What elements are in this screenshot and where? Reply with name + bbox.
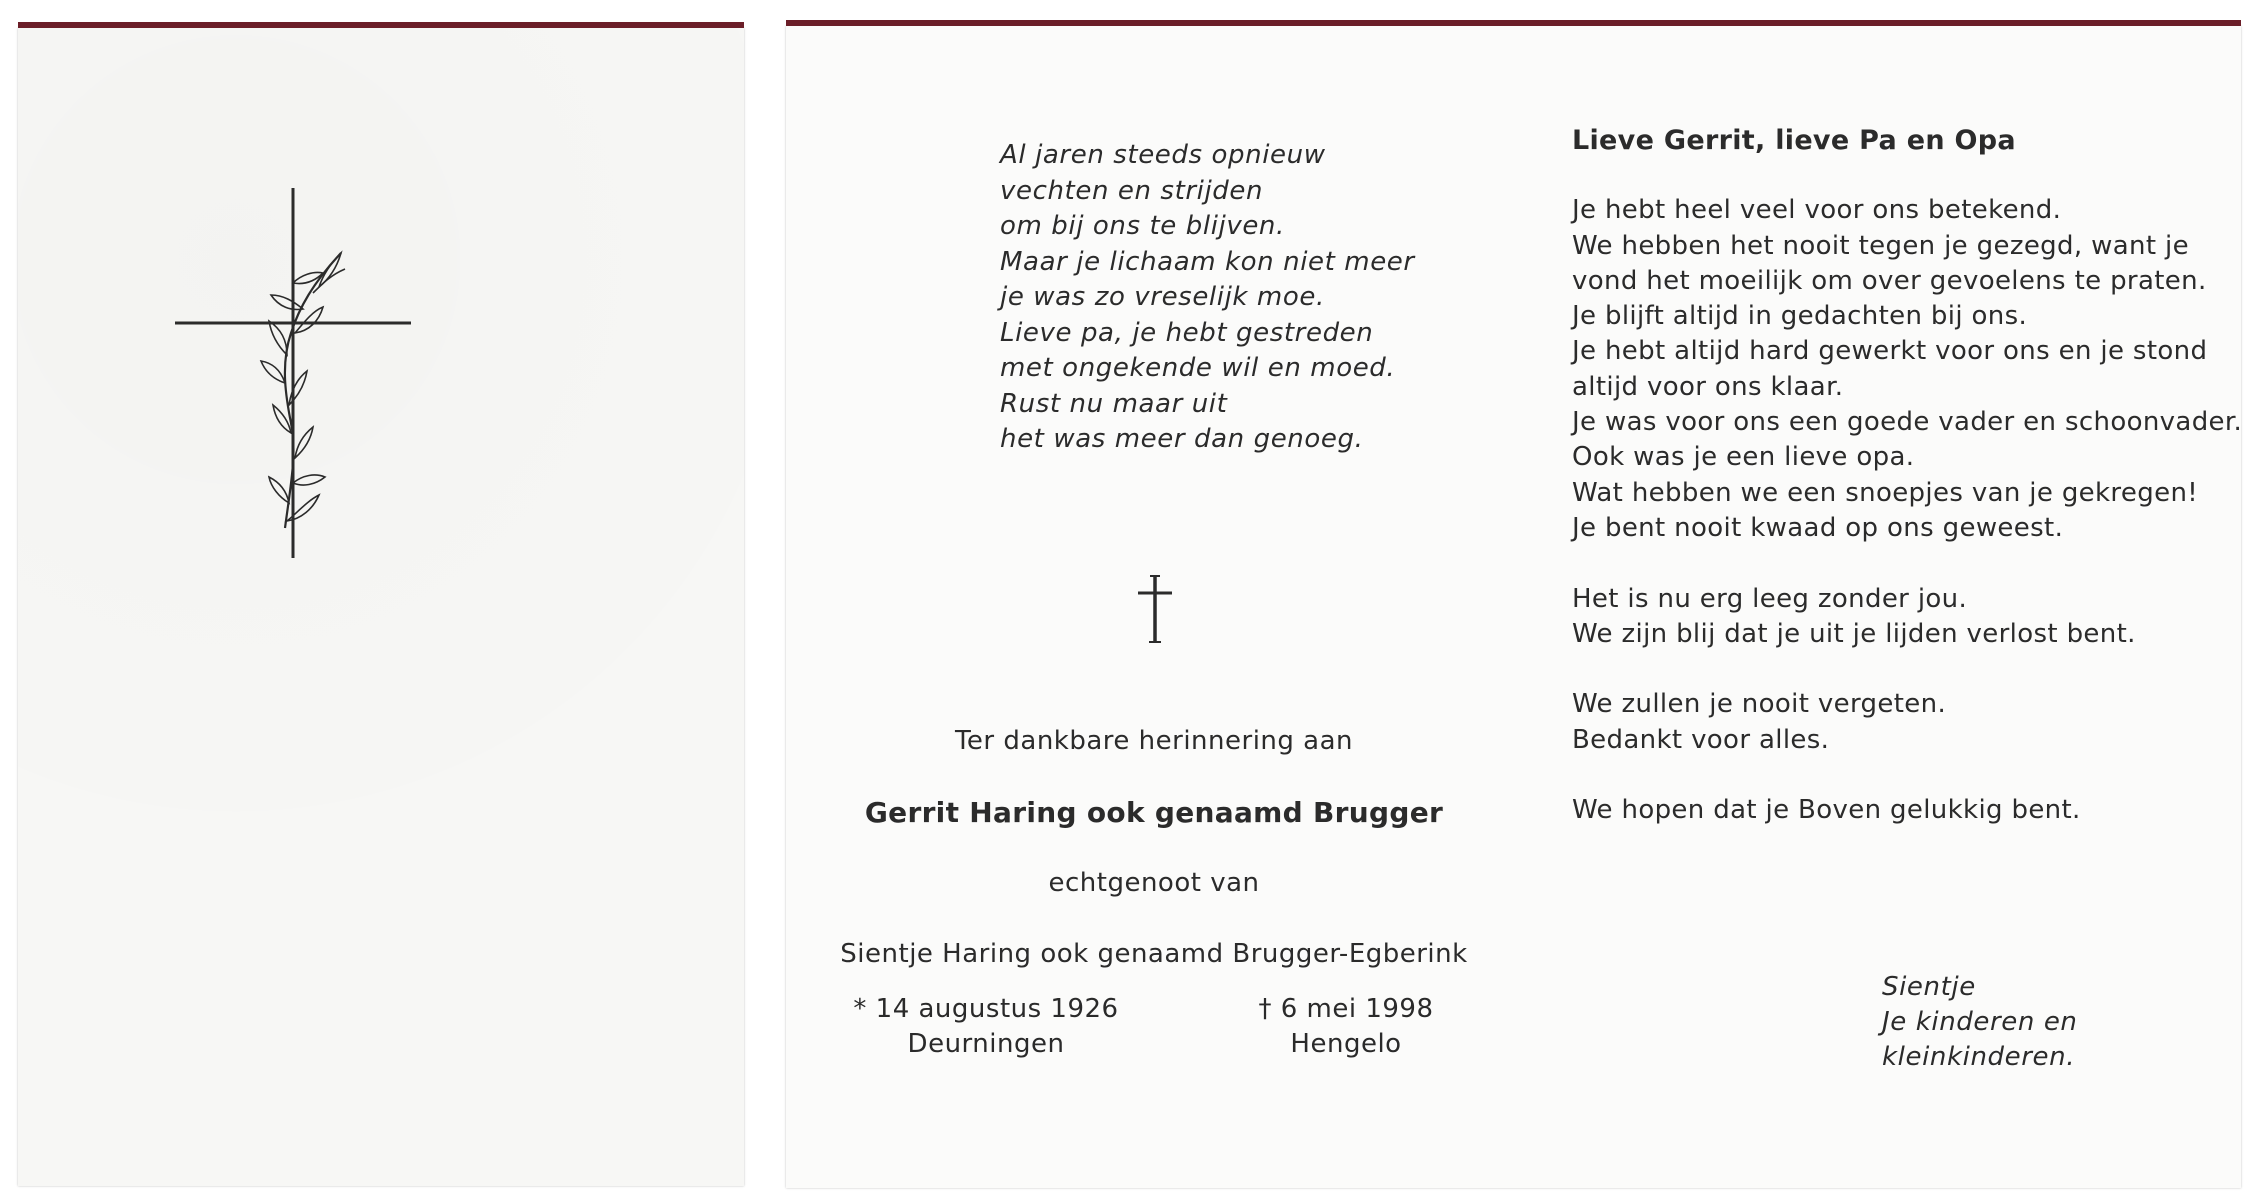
- farewell-letter: [1572, 123, 2243, 864]
- poem-line: met ongekende wil en moed.: [1000, 353, 1396, 383]
- letter-line: Ook was je een lieve opa.: [1572, 442, 1915, 473]
- deceased-name: Gerrit Haring ook genaamd Brugger: [864, 796, 1444, 829]
- letter-line: Bedankt voor alles.: [1572, 724, 1830, 755]
- poem-line: vechten en strijden: [1000, 175, 1264, 206]
- letter-paragraph: [1572, 582, 2212, 653]
- poem-line: Rust nu maar uit: [1000, 388, 1228, 419]
- poem-line: Maar je lichaam kon niet meer: [1000, 246, 1415, 277]
- birth-place: Deurningen: [907, 1029, 1065, 1059]
- letter-line: Wat hebben we een snoepjes van je gekregen!: [1572, 477, 2199, 508]
- poem-line: je was zo vreselijk moe.: [1000, 282, 1325, 312]
- letter-line: Je was voor ons een goede vader en schoonvader.: [1572, 407, 2243, 438]
- remembrance-intro: Ter dankbare herinnering aan: [954, 726, 1354, 756]
- letter-paragraph: [1572, 793, 2212, 828]
- signature-line: kleinkinderen.: [1882, 1042, 2076, 1072]
- inner-spread-card: [786, 26, 2241, 1188]
- letter-line: We zullen je nooit vergeten.: [1572, 689, 1947, 720]
- letter-line: vond het moeilijk om over gevoelens te praten.: [1572, 265, 2207, 296]
- latin-cross-icon: [1134, 574, 1176, 644]
- birth-date: * 14 augustus 1926: [853, 994, 1119, 1024]
- spouse-name: Sientje Haring ook genaamd Brugger-Egberink: [840, 939, 1468, 969]
- letter-greeting: Lieve Gerrit, lieve Pa en Opa: [1572, 125, 2016, 156]
- poem-line: Lieve pa, je hebt gestreden: [1000, 317, 1374, 348]
- poem-line: het was meer dan genoeg.: [1000, 424, 1364, 454]
- letter-paragraph: [1572, 687, 2212, 758]
- poem-line: om bij ons te blijven.: [1000, 211, 1285, 241]
- signature-block: [1882, 970, 2078, 1075]
- letter-line: Je hebt heel veel voor ons betekend.: [1572, 195, 2062, 226]
- letter-line: Je blijft altijd in gedachten bij ons.: [1572, 301, 2028, 332]
- memorial-poem: [1000, 138, 1415, 458]
- birth-info: [826, 992, 1146, 1062]
- death-info: [1186, 992, 1506, 1062]
- letter-line: Je bent nooit kwaad op ons geweest.: [1572, 512, 2064, 543]
- letter-paragraph: [1572, 193, 2243, 546]
- cross-with-branch-icon: [173, 183, 413, 563]
- signature-line: Sientje: [1882, 972, 1976, 1002]
- poem-line: Al jaren steeds opnieuw: [1000, 140, 1326, 170]
- relation-label: echtgenoot van: [1048, 868, 1260, 898]
- letter-line: altijd voor ons klaar.: [1572, 371, 1844, 402]
- front-cover-card: [18, 28, 744, 1186]
- death-place: Hengelo: [1290, 1029, 1402, 1059]
- death-date: † 6 mei 1998: [1258, 994, 1434, 1024]
- letter-line: Het is nu erg leeg zonder jou.: [1572, 583, 1968, 614]
- letter-line: We hopen dat je Boven gelukkig bent.: [1572, 795, 2081, 826]
- letter-line: We hebben het nooit tegen je gezegd, want je: [1572, 230, 2189, 261]
- letter-line: Je hebt altijd hard gewerkt voor ons en je stond: [1572, 336, 2208, 367]
- letter-line: We zijn blij dat je uit je lijden verlost bent.: [1572, 618, 2136, 649]
- signature-line: Je kinderen en: [1882, 1007, 2078, 1037]
